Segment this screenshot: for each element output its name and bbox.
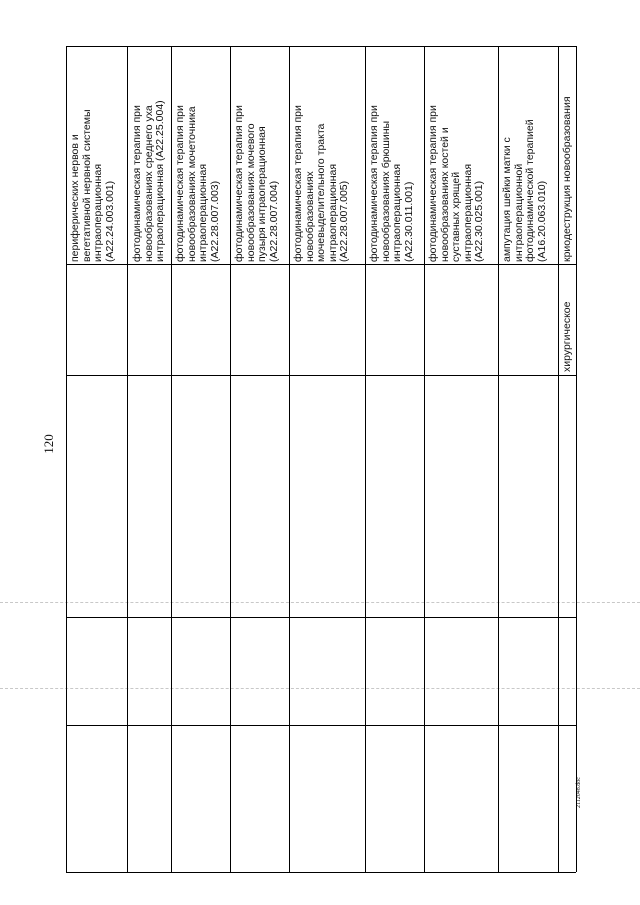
treatment-type-cell bbox=[562, 302, 574, 372]
column-line bbox=[66, 872, 576, 873]
row-divider bbox=[498, 46, 499, 872]
cell-line: новообразованиях костей и bbox=[438, 127, 451, 262]
procedure-cell bbox=[234, 105, 280, 262]
cell-line: интраоперационная bbox=[92, 163, 105, 262]
cell-line: (A22.30.011.001) bbox=[402, 181, 415, 262]
cell-line: (A22.28.007.005) bbox=[338, 180, 351, 262]
cell-line: фотодинамическая терапия при bbox=[368, 105, 380, 262]
cell-line: фотодинамической терапией bbox=[524, 119, 537, 262]
column-line bbox=[66, 617, 576, 618]
cell-line: новообразованиях брюшины bbox=[379, 120, 392, 262]
cell-line: новообразованиях мочеточника bbox=[185, 106, 198, 262]
procedure-cell bbox=[293, 105, 351, 262]
table-border bbox=[576, 46, 577, 872]
cell-line: новообразованиях bbox=[303, 171, 316, 262]
cell-line: вегетативной нервной системы bbox=[80, 109, 93, 262]
procedure-cell bbox=[132, 100, 167, 262]
row-divider bbox=[558, 46, 559, 872]
row-divider bbox=[230, 46, 231, 872]
column-line bbox=[66, 264, 576, 265]
row-divider bbox=[171, 46, 172, 872]
cell-line: фотодинамическая терапия при bbox=[292, 105, 304, 262]
row-divider bbox=[289, 46, 290, 872]
column-line bbox=[66, 46, 576, 47]
procedure-cell bbox=[70, 109, 116, 262]
cell-line: интраоперационной bbox=[512, 163, 525, 262]
cell-line: интраоперационная bbox=[461, 163, 474, 262]
cell-line: криодеструкция новообразования bbox=[561, 96, 573, 262]
cell-line: периферических нервов и bbox=[69, 134, 81, 262]
cell-line: интраоперационная bbox=[326, 163, 339, 262]
cell-line: интраоперационная bbox=[197, 163, 210, 262]
column-line bbox=[66, 725, 576, 726]
treatment-type: хирургическое bbox=[561, 301, 573, 372]
cell-line: (A22.30.025.001) bbox=[473, 180, 486, 262]
procedure-cell bbox=[369, 105, 415, 262]
cell-line: (A22.24.003.001) bbox=[103, 180, 116, 262]
procedure-cell bbox=[428, 105, 486, 262]
procedure-cell bbox=[562, 96, 574, 262]
cell-line: новообразованиях мочевого bbox=[244, 123, 257, 262]
cell-line: мочевыделительного тракта bbox=[315, 123, 328, 262]
cell-line: фотодинамическая терапия при bbox=[233, 105, 245, 262]
table-border bbox=[66, 46, 67, 872]
cell-line: (A22.28.007.004) bbox=[267, 180, 280, 262]
cell-line: фотодинамическая терапия при bbox=[427, 105, 439, 262]
cell-line: фотодинамическая терапия при bbox=[174, 105, 186, 262]
procedure-cell bbox=[175, 105, 221, 262]
row-divider bbox=[365, 46, 366, 872]
cell-line: пузыря интраоперационная bbox=[256, 126, 269, 262]
cell-line: интраоперационная (A22.25.004) bbox=[154, 100, 167, 262]
cell-line: новообразованиях среднего уха bbox=[142, 105, 155, 262]
cell-line: интраоперационная bbox=[391, 163, 404, 262]
cell-line: (A22.28.007.003) bbox=[208, 180, 221, 262]
cell-line: ампутация шейки матки с bbox=[501, 137, 513, 262]
row-divider bbox=[127, 46, 128, 872]
cell-line: суставных хрящей bbox=[450, 171, 463, 262]
column-line bbox=[66, 375, 576, 376]
page-number: 120 bbox=[41, 434, 56, 454]
cell-line: (A16.20.063.010) bbox=[535, 180, 548, 262]
document-id: 2112048.doc bbox=[576, 777, 582, 808]
row-divider bbox=[424, 46, 425, 872]
procedure-cell bbox=[502, 119, 548, 262]
cell-line: фотодинамическая терапия при bbox=[131, 105, 143, 262]
